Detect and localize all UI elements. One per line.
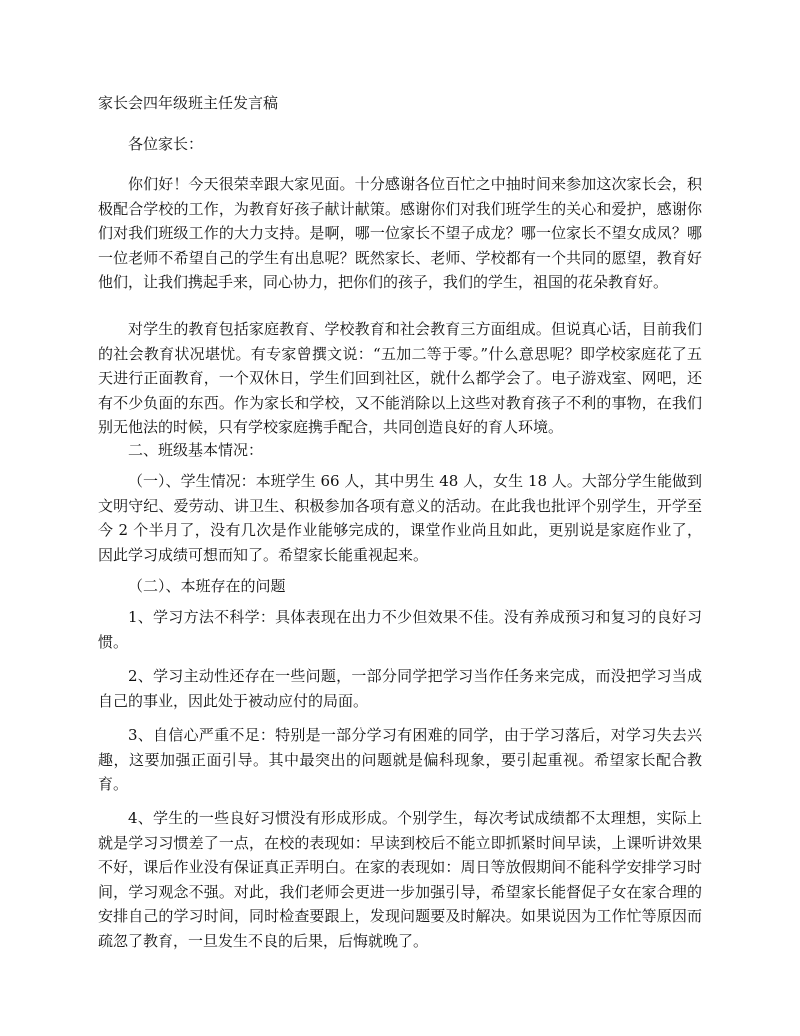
section-two-heading: 二、班级基本情况：	[128, 441, 264, 459]
paragraph-education: 对学生的教育包括家庭教育、学校教育和社会教育三方面组成。但说真心话，目前我们的社会教育状况堪忧。有专家曾撰文说：“五加二等于零。”什么意思呢？即学校家庭花了五天进行正面教育，一个双休日，学生们回到社区，就什么都学会了。电子游戏室、网吧，还有不少负面的东西。作为家长和学校，又不能消除以上这些对教育孩子不利的事物，在我们别无他法的时候，只有学校家庭携手配合，共同创造良好的育人环境。	[98, 320, 702, 436]
problem-item-2: 2、学习主动性还存在一些问题，一部分同学把学习当作任务来完成，而没把学习当成自己的事业，因此处于被动应付的局面。	[98, 667, 702, 710]
salutation: 各位家长：	[128, 135, 204, 153]
problem-item-3: 3、自信心严重不足：特别是一部分学习有困难的同学，由于学习落后，对学习失去兴趣，这要加强正面引导。其中最突出的问题就是偏科现象，要引起重视。希望家长配合教育。	[98, 726, 702, 793]
problem-item-1: 1、学习方法不科学：具体表现在出力不少但效果不佳。没有养成预习和复习的良好习惯。	[98, 608, 702, 651]
problem-item-4: 4、学生的一些良好习惯没有形成形成。个别学生，每次考试成绩都不太理想，实际上就是学习习惯差了一点，在校的表现如：早读到校后不能立即抓紧时间早读，上课听讲效果不好，课后作业没有保证真正弄明白。在家的表现如：周日等放假期间不能科学安排学习时间，学习观念不强。对此，我们老师会更进一步加强引导，希望家长能督促子女在家合理的安排自己的学习时间，同时检查要跟上，发现问题要及时解决。如果说因为工作忙等原因而疏忽了教育，一旦发生不良的后果，后悔就晚了。	[98, 809, 702, 950]
paragraph-greeting: 你们好！今天很荣幸跟大家见面。十分感谢各位百忙之中抽时间来参加这次家长会，积极配合学校的工作，为教育好孩子献计献策。感谢你们对我们班学生的关心和爱护，感谢你们对我们班级工作的大力支持。是啊，哪一位家长不望子成龙？哪一位家长不望女成凤？哪一位老师不希望自己的学生有出息呢？既然家长、老师、学校都有一个共同的愿望，教育好他们，让我们携起手来，同心协力，把你们的孩子，我们的学生，祖国的花朵教育好。	[98, 175, 702, 291]
subsection-student-situation: （一）、学生情况：本班学生 66 人，其中男生 48 人，女生 18 人。大部分学生能做到文明守纪、爱劳动、讲卫生、积极参加各项有意义的活动。在此我也批评个别学生，开学至今 2 个半月了，没有几次是作业能够完成的，课堂作业尚且如此，更别说是家庭作业了，因此学习成绩可想而知了。希望家长能重视起来。	[98, 472, 702, 564]
document-title: 家长会四年级班主任发言稿	[98, 94, 279, 112]
subsection-two-heading: （二）、本班存在的问题	[128, 577, 286, 595]
